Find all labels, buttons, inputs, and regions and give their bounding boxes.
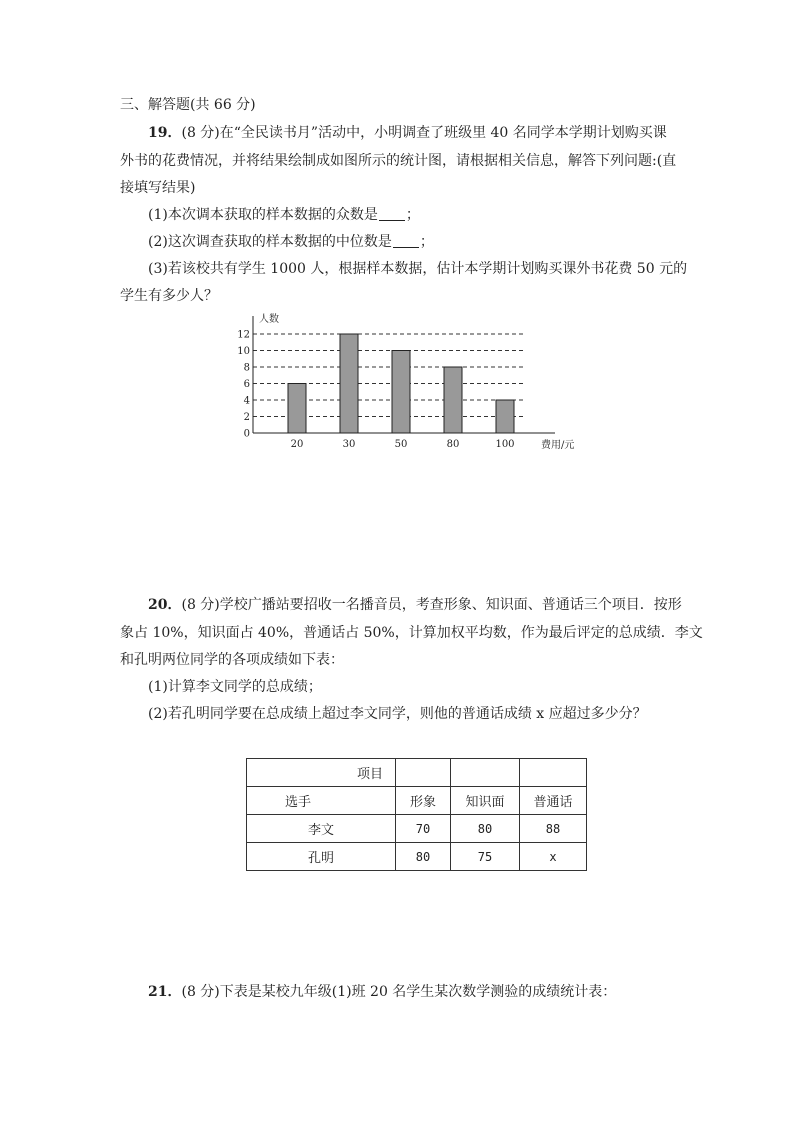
row-name: 孔明 [247,843,396,871]
q19-line-2: 外书的花费情况，并将结果绘制成如图所示的统计图，请根据相关信息，解答下列问题:(直 [120,153,677,169]
q19-sub3-line-2: 学生有多少人？ [120,288,218,304]
column-header: 知识面 [451,787,520,815]
q19-sub1-text: (1)本次调本获取的样本数据的众数是 [148,207,378,223]
q19-sub1-end: ； [405,207,420,223]
section-title: 三、解答题(共 66 分) [120,97,256,113]
bar-20 [288,384,306,434]
x-tick-label: 80 [446,439,460,450]
table-row [247,787,587,815]
q20-number: 20． [148,597,182,613]
header-player-cell: 选手 [247,787,396,815]
bar-100 [496,400,514,433]
y-tick-label: 2 [243,412,250,423]
table-cell: 80 [451,815,520,843]
row-name: 李文 [247,815,396,843]
table-row [247,815,587,843]
column-header: 普通话 [520,787,587,815]
x-tick-label: 100 [495,439,515,450]
x-axis-label: 费用/元 [541,440,575,451]
bar-30 [340,334,358,433]
bar-chart [225,308,595,453]
x-tick-label: 50 [394,439,408,450]
y-tick-label: 4 [243,395,250,407]
q19-sub2 [148,231,434,253]
table-cell: 88 [520,815,587,843]
q20-sub1: (1)计算李文同学的总成绩； [148,679,322,695]
q20-text-1: (8 分)学校广播站要招收一名播音员，考查形象、知识面、普通话三个项目．按形 [181,597,682,613]
score-table [246,758,587,871]
q21-number: 21． [148,984,182,1000]
q20-sub2: (2)若孔明同学要在总成绩上超过李文同学，则他的普通话成绩 x 应超过多少分？ [148,706,647,722]
q19-line-1 [148,122,667,144]
x-tick-label: 30 [342,439,356,450]
table-cell: 80 [396,843,451,871]
y-tick-label: 8 [243,362,250,374]
q20-line-3: 和孔明两位同学的各项成绩如下表： [120,652,344,668]
header-item-cell: 项目 [247,759,396,787]
table-cell: 75 [451,843,520,871]
table-cell [396,759,451,787]
y-tick-label: 6 [243,379,250,390]
table-row [247,759,587,787]
table-cell: x [520,843,587,871]
y-tick-label: 0 [243,428,250,440]
q20-line-1 [148,594,682,616]
bar-50 [392,351,410,434]
table-cell: 70 [396,815,451,843]
answer-blank [393,233,419,248]
x-tick-label: 20 [290,439,304,450]
table-row [247,843,587,871]
q21-line-1 [148,981,616,1003]
q19-sub1 [148,204,420,226]
bar-80 [444,367,462,433]
q19-sub2-text: (2)这次调查获取的样本数据的中位数是 [148,234,392,250]
y-axis-label: 人数 [259,314,279,325]
column-header: 形象 [396,787,451,815]
q19-sub3-line-1: (3)若该校共有学生 1000 人，根据样本数据，估计本学期计划购买课外书花费 50 元的 [148,261,688,277]
q20-line-2: 象占 10%，知识面占 40%，普通话占 50%，计算加权平均数，作为最后评定的总成绩．李文 [120,625,703,641]
y-tick-label: 12 [237,329,250,341]
q19-number: 19． [148,125,182,141]
q19-sub2-end: ； [419,234,434,250]
q19-text-1: (8 分)在“全民读书月”活动中，小明调查了班级里 40 名同学本学期计划购买课 [181,125,667,141]
q21-text: (8 分)下表是某校九年级(1)班 20 名学生某次数学测验的成绩统计表： [181,984,617,1000]
table-cell [451,759,520,787]
table-cell [520,759,587,787]
q19-line-3: 接填写结果) [120,180,196,196]
answer-blank [379,206,405,221]
y-tick-label: 10 [237,346,250,357]
